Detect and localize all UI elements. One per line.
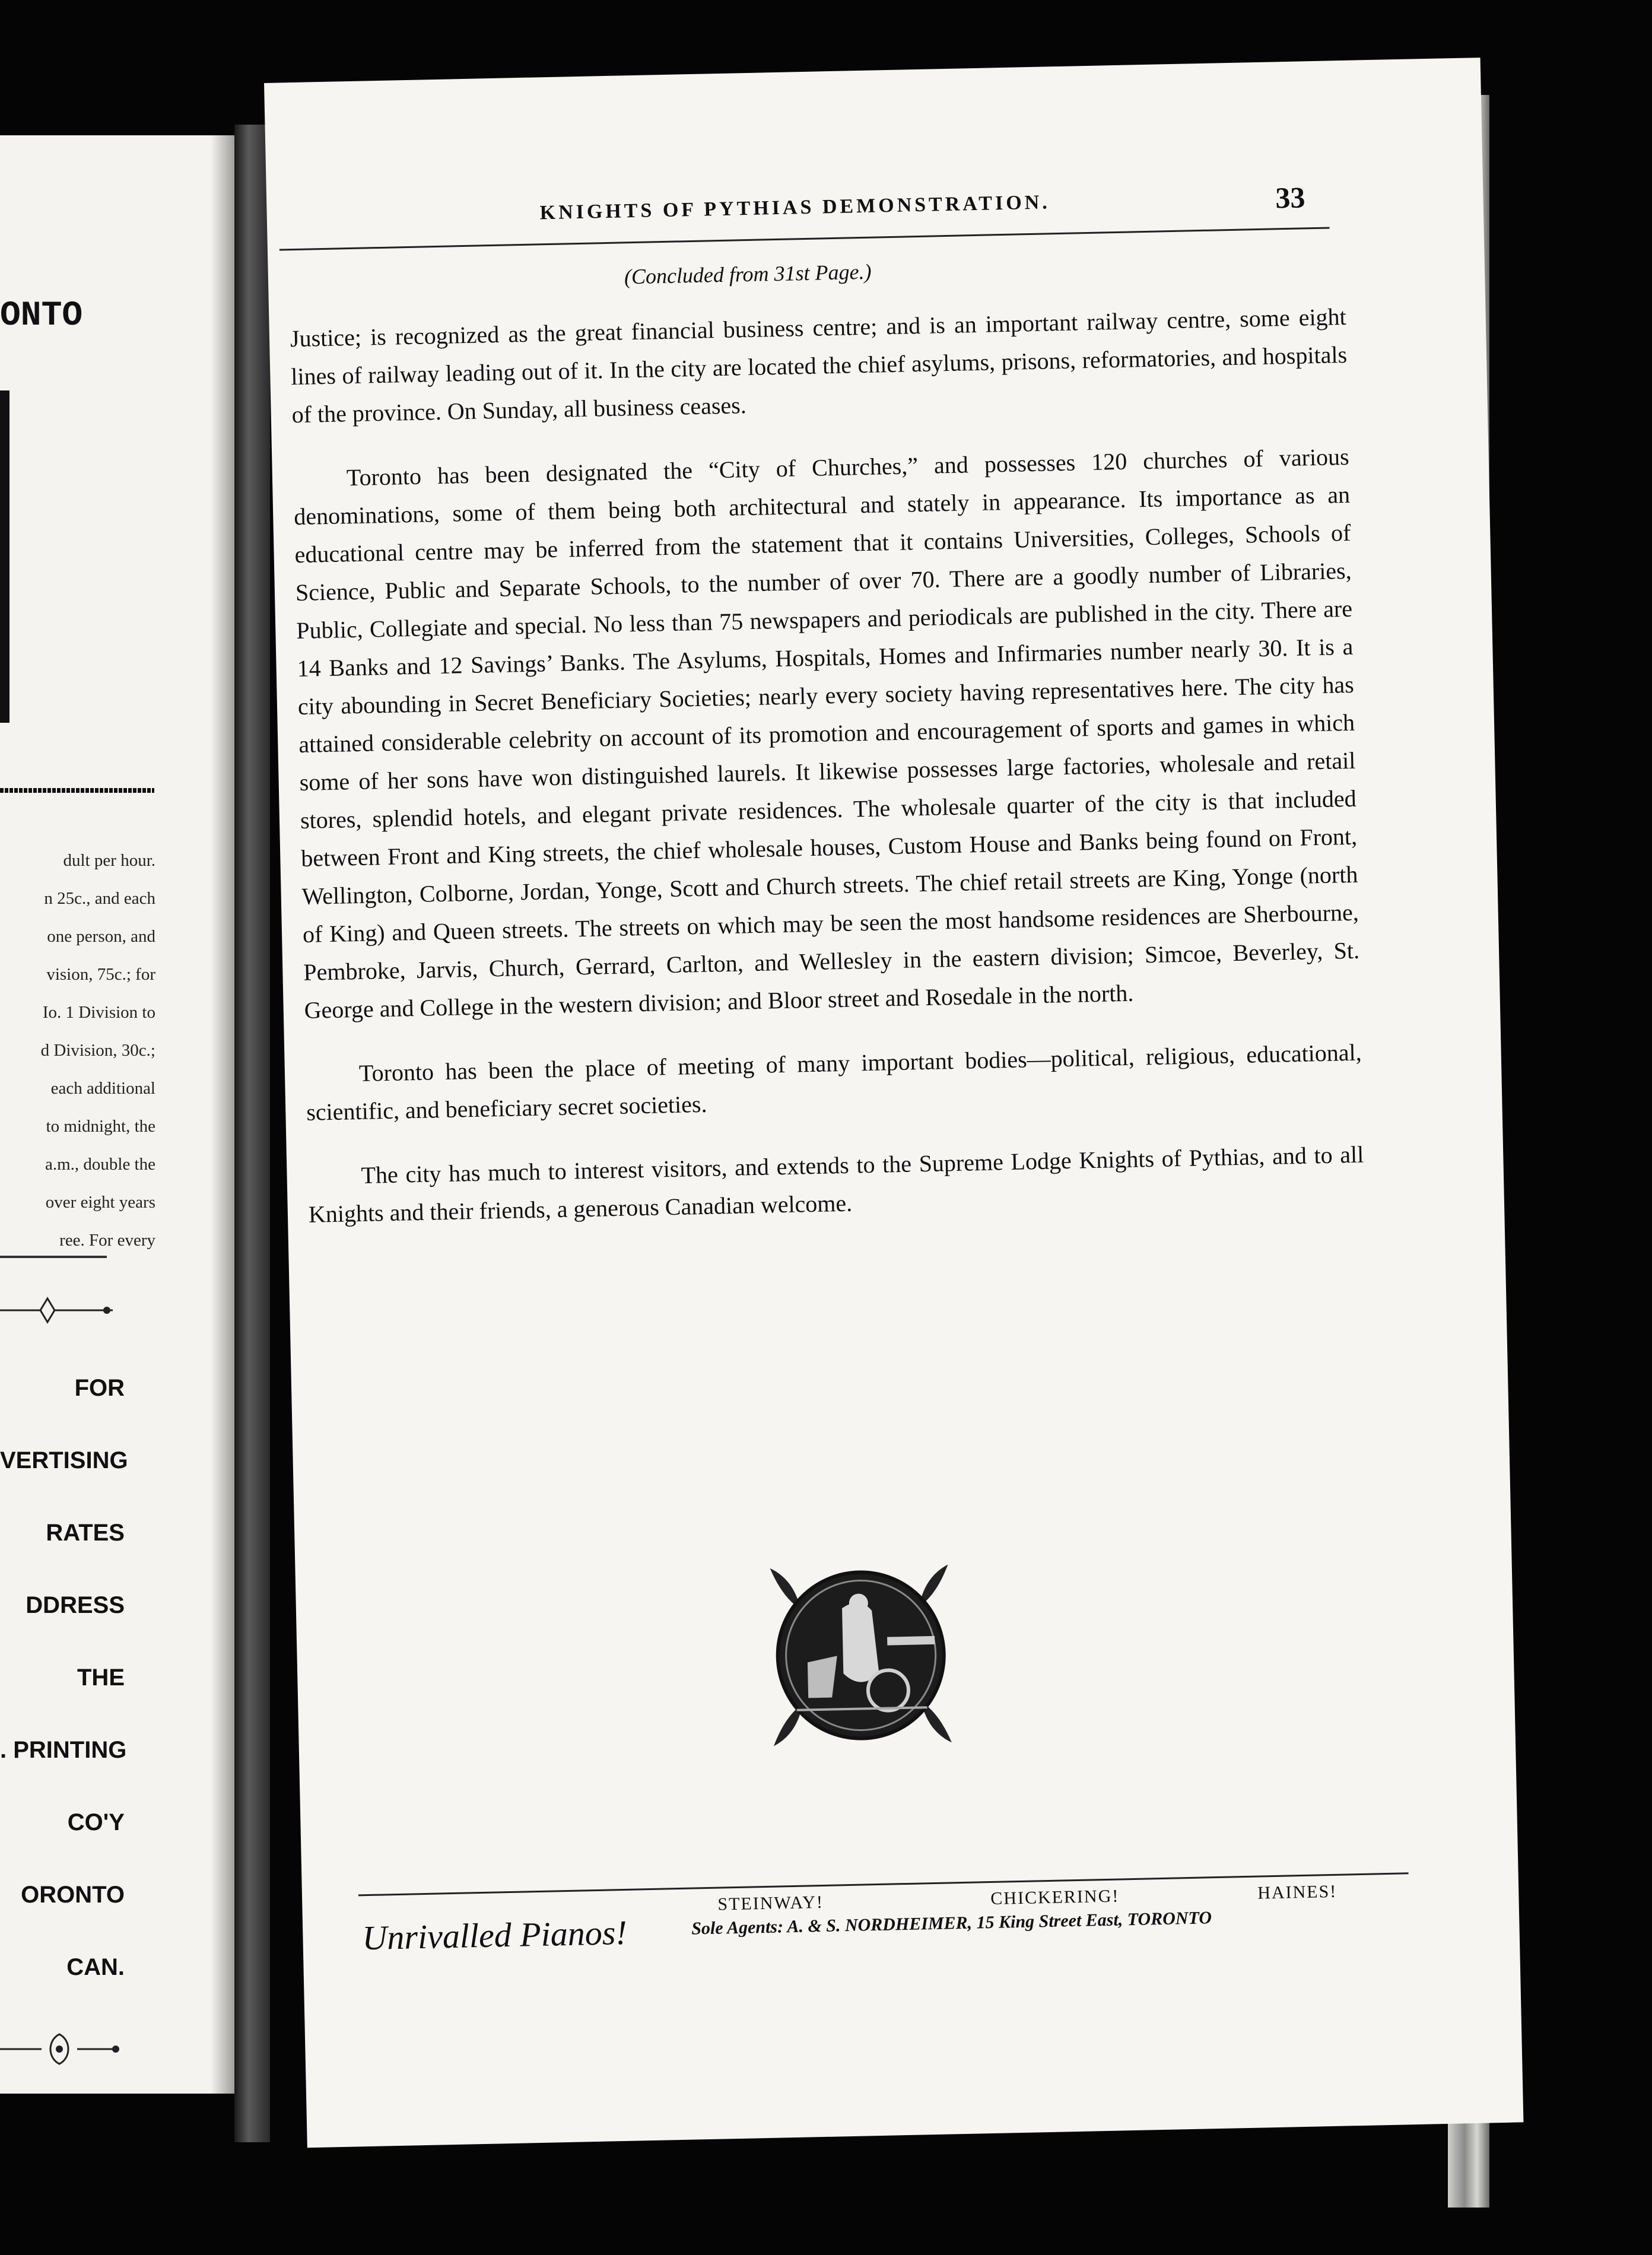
running-head: KNIGHTS OF PYTHIAS DEMONSTRATION.	[539, 191, 1051, 224]
footer-brand-chickering: CHICKERING!	[990, 1886, 1120, 1909]
right-page	[264, 58, 1523, 2148]
advertising-text	[0, 1352, 128, 2003]
rates-line: Io. 1 Division to	[42, 1003, 155, 1022]
allegorical-seal-icon	[758, 1552, 964, 1758]
ad-line: ORONTO	[21, 1882, 125, 1908]
rates-line: ree. For every	[59, 1231, 155, 1250]
page-number: 33	[1275, 180, 1305, 215]
left-page-dashed-rule	[0, 788, 154, 793]
footer-brand-steinway: STEINWAY!	[717, 1892, 824, 1914]
ad-line: THE	[77, 1665, 125, 1691]
rates-line: each additional	[50, 1079, 155, 1098]
paragraph: Justice; is recognized as the great financial business centre; and is an important railway centre, some eight lines of railway leading out of it. In the city are located the chief asylums, prisons, reformatories, and hospitals of the province. On Sunday, all business ceases.	[290, 303, 1348, 428]
footer-rule	[358, 1872, 1409, 1896]
ad-line: RATES	[46, 1520, 125, 1546]
paragraph: The city has much to interest visitors, and extends to the Supreme Lodge Knights of Pythias, and to all Knights and their friends, a generous Canadian welcome.	[308, 1141, 1364, 1228]
body-text	[290, 298, 1365, 1260]
ad-line: . PRINTING	[0, 1737, 127, 1763]
left-page-vertical-bar	[0, 390, 9, 723]
concluded-note: (Concluded from 31st Page.)	[624, 259, 872, 289]
ad-line: VERTISING	[0, 1447, 128, 1473]
rates-line: d Division, 30c.;	[40, 1041, 155, 1060]
scroll-ornament-icon	[0, 2028, 125, 2070]
ad-line: CAN.	[66, 1954, 125, 1980]
book-gutter	[234, 125, 270, 2142]
footer-brand-haines: HAINES!	[1257, 1881, 1338, 1903]
left-page-heading: ONTO	[0, 297, 83, 335]
rates-line: vision, 75c.; for	[46, 965, 155, 984]
rates-line: to midnight, the	[46, 1117, 155, 1136]
left-page	[0, 135, 234, 2094]
rates-line: one person, and	[47, 927, 155, 946]
rates-line: n 25c., and each	[44, 889, 155, 908]
ad-line: FOR	[74, 1375, 125, 1401]
rates-line: over eight years	[45, 1193, 155, 1212]
rates-text	[0, 841, 155, 1259]
rates-line: a.m., double the	[45, 1155, 155, 1174]
scroll-ornament-icon	[0, 1292, 119, 1328]
header-rule	[279, 227, 1330, 250]
ad-line: CO'Y	[67, 1809, 125, 1835]
footer-agents: Sole Agents: A. & S. NORDHEIMER, 15 King Street East, TORONTO	[691, 1908, 1212, 1939]
rates-line: dult per hour.	[63, 851, 155, 870]
paragraph: Toronto has been designated the “City of Churches,” and possesses 120 churches of various denominations, some of them being both architectural and stately in appearance. Its importance as an educational centre may be inferred from the statement that it contains Universities, Colleges, Schools of Science, Public and Separate Schools, to the number of over 70. There are a goodly number of Libraries, Public, Collegiate and special. No less than 75 newspapers and periodicals are published in the city. There are 14 Banks and 12 Savings’ Banks. The Asylums, Hospitals, Homes and Infirmaries number nearly 30. It is a city abounding in Secret Beneficiary Societies; nearly every society having representatives here. The city has attained considerable celebrity on account of its promotion and encouragement of sports and games in which some of her sons have won distinguished laurels. It likewise possesses large factories, wholesale and retail stores, splendid hotels, and elegant private residences. The wholesale quarter of the city is that included between Front and King streets, the chief wholesale houses, Custom House and Banks being found on Front, Wellington, Colborne, Jordan, Yonge, Scott and Church streets. The chief retail streets are King, Yonge (north of King) and Queen streets. The streets on which may be seen the most handsome residences are Sherbourne, Pembroke, Jarvis, Church, Gerrard, Carlton, and Wellesley in the eastern division; Simcoe, Beverley, St. George and College in the western division; and Bloor street and Rosedale in the north.	[293, 443, 1360, 1024]
ad-line: DDRESS	[26, 1592, 125, 1618]
footer-slogan: Unrivalled Pianos!	[361, 1913, 628, 1958]
left-page-short-rule	[0, 1256, 107, 1258]
paragraph: Toronto has been the place of meeting of many important bodies—political, religious, educational, scientific, and beneficiary secret societies.	[306, 1038, 1362, 1126]
gutter-shadow	[211, 135, 234, 2094]
